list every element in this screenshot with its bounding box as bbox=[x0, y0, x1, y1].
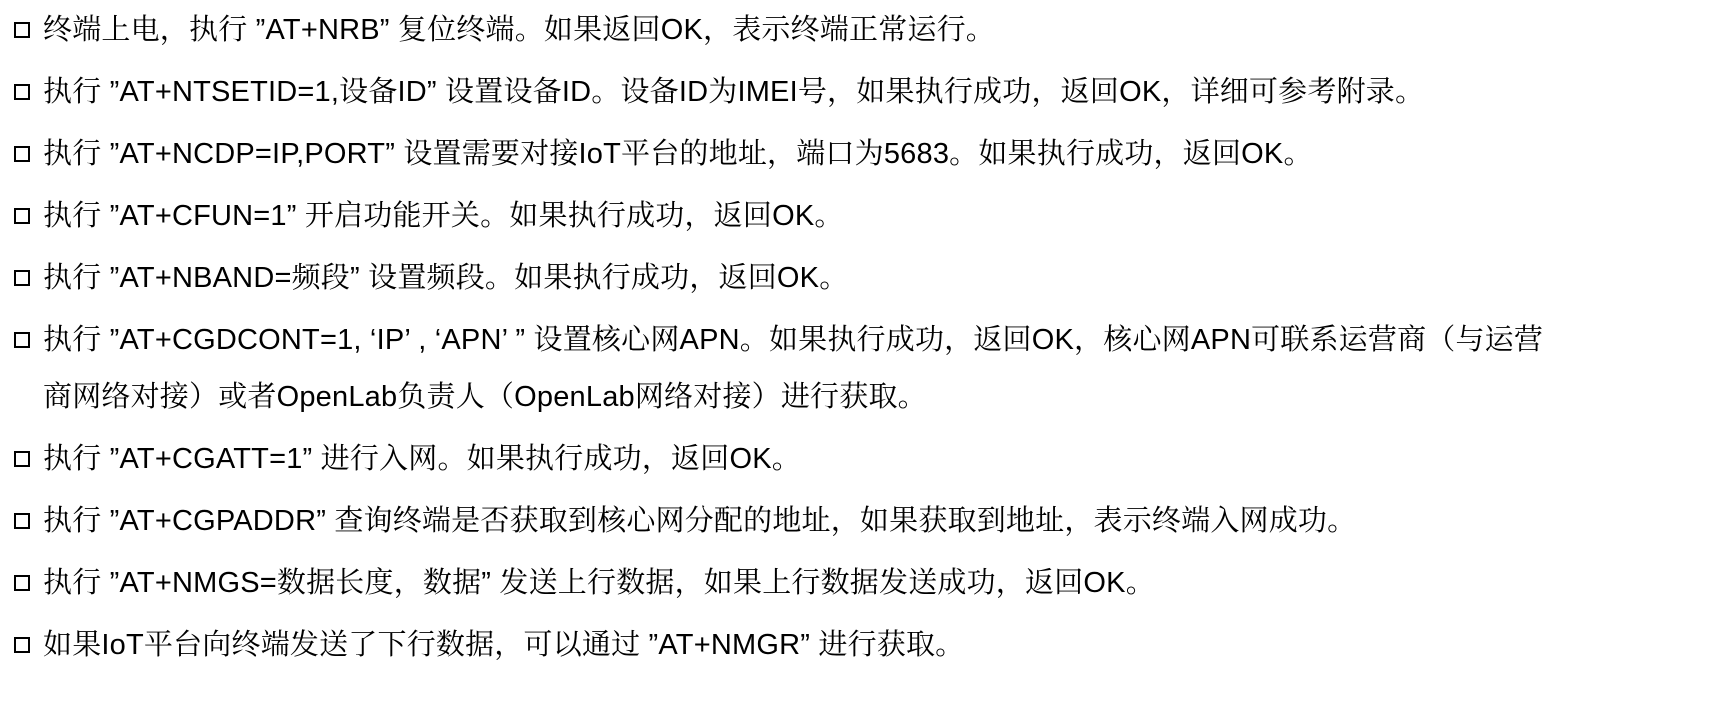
list-item-text bbox=[43, 617, 964, 674]
list-item-line: 执行 ”AT+NMGS=数据长度，数据” 发送上行数据，如果上行数据发送成功，返回OK。 bbox=[43, 567, 1155, 599]
list-item-line: 执行 ”AT+NBAND=频段” 设置频段。如果执行成功，返回OK。 bbox=[43, 262, 849, 294]
square-bullet-icon bbox=[14, 637, 30, 653]
list-item bbox=[14, 126, 1685, 183]
list-item-line: 执行 ”AT+NTSETID=1,设备ID” 设置设备ID。设备ID为IMEI号，如果执行成功，返回OK，详细可参考附录。 bbox=[43, 76, 1425, 108]
square-bullet-icon bbox=[14, 84, 30, 100]
list-item bbox=[14, 431, 1685, 488]
list-item-line: 执行 ”AT+CGDCONT=1, ‘IP’ , ‘APN’ ” 设置核心网APN。如果执行成功，返回OK，核心网APN可联系运营商（与运营 bbox=[43, 324, 1544, 356]
list-item-text bbox=[43, 126, 1313, 183]
list-item bbox=[14, 493, 1685, 550]
list-item-line: 执行 ”AT+NCDP=IP,PORT” 设置需要对接IoT平台的地址，端口为5683。如果执行成功，返回OK。 bbox=[43, 138, 1313, 170]
list-item-text bbox=[43, 493, 1356, 550]
list-item-text bbox=[43, 250, 848, 307]
list-item-text bbox=[43, 2, 995, 59]
square-bullet-icon bbox=[14, 270, 30, 286]
square-bullet-icon bbox=[14, 208, 30, 224]
list-item bbox=[14, 555, 1685, 612]
list-item-text bbox=[43, 431, 801, 488]
square-bullet-icon bbox=[14, 451, 30, 467]
list-item bbox=[14, 617, 1685, 674]
list-item bbox=[14, 2, 1685, 59]
square-bullet-icon bbox=[14, 146, 30, 162]
list-item-text bbox=[43, 555, 1155, 612]
list-item bbox=[14, 312, 1685, 426]
list-item-line: 执行 ”AT+CFUN=1” 开启功能开关。如果执行成功，返回OK。 bbox=[43, 200, 844, 232]
list-item-line: 执行 ”AT+CGPADDR” 查询终端是否获取到核心网分配的地址，如果获取到地址，表示终端入网成功。 bbox=[43, 505, 1357, 537]
square-bullet-icon bbox=[14, 22, 30, 38]
list-item-line: 如果IoT平台向终端发送了下行数据，可以通过 ”AT+NMGR” 进行获取。 bbox=[43, 629, 965, 661]
list-item-line: 终端上电，执行 ”AT+NRB” 复位终端。如果返回OK，表示终端正常运行。 bbox=[43, 14, 995, 46]
at-command-list bbox=[14, 2, 1685, 674]
list-item-line: 执行 ”AT+CGATT=1” 进行入网。如果执行成功，返回OK。 bbox=[43, 443, 801, 475]
square-bullet-icon bbox=[14, 332, 30, 348]
square-bullet-icon bbox=[14, 575, 30, 591]
list-item-text bbox=[43, 312, 1543, 426]
list-item-line: 商网络对接）或者OpenLab负责人（OpenLab网络对接）进行获取。 bbox=[43, 381, 927, 413]
square-bullet-icon bbox=[14, 513, 30, 529]
list-item bbox=[14, 188, 1685, 245]
list-item-text bbox=[43, 188, 844, 245]
list-item bbox=[14, 64, 1685, 121]
list-item bbox=[14, 250, 1685, 307]
list-item-text bbox=[43, 64, 1424, 121]
